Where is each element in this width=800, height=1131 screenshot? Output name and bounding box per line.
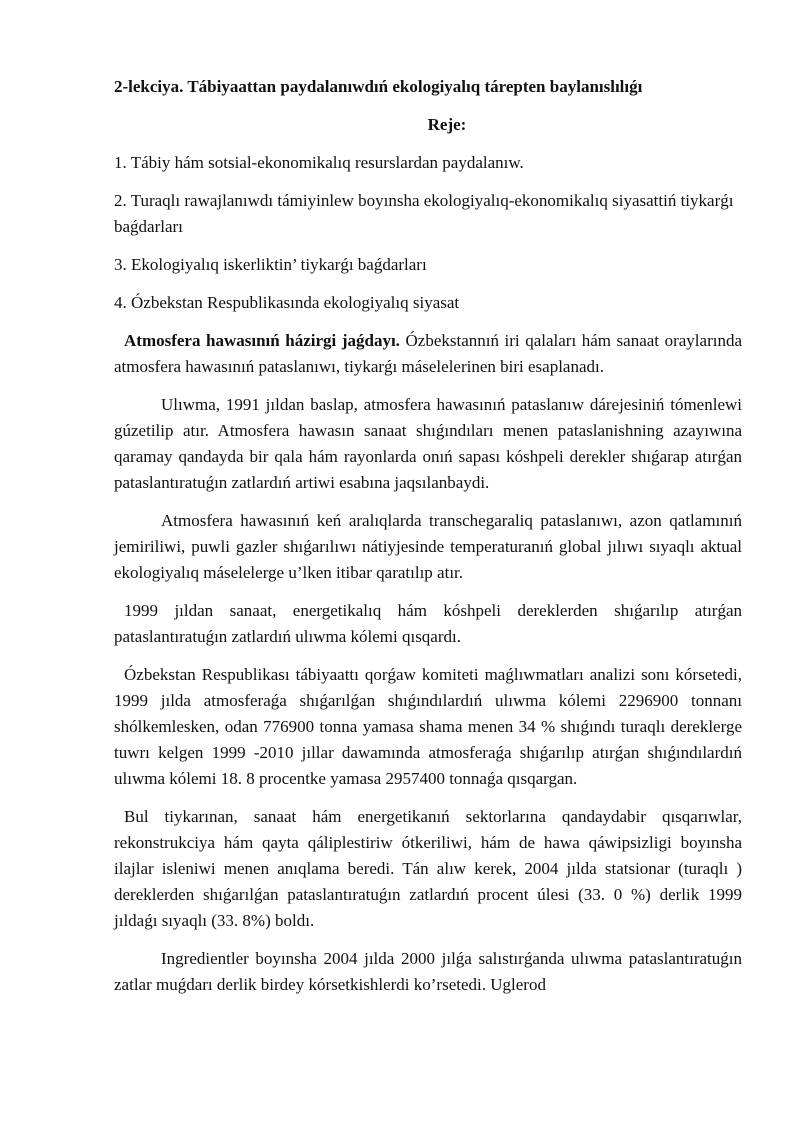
paragraph-2: Ulıwma, 1991 jıldan baslap, atmosfera hawasınıń pataslanıw dárejesiniń tómenlewi gúzetilip atır. Atmosfera hawasın sanaat shıǵındıları menen pataslanishning azayıwına qaramay qandayda bir qala hám rayonlarda onıń sapası kóshpeli derekler shıǵarap atırǵan pataslantıratuǵın zatlardıń artiwi esabına jaqsılanbaydi. (114, 395, 742, 492)
plan-item-2: 2. Turaqlı rawajlanıwdı támiyinlew boyınsha ekologiyalıq-ekonomikalıq siyasattiń tiykarǵı baǵdarları (114, 191, 734, 236)
plan-item-3: 3. Ekologiyalıq iskerliktin’ tiykarǵı baǵdarları (114, 255, 427, 274)
paragraph-5: Ózbekstan Respublikası tábiyaattı qorǵaw komiteti maǵlıwmatları analizi sonı kórsetedi, 1999 jılda atmosferaǵa shıǵarılǵan shıǵındılardıń ulıwma kólemi 2296900 tonnanı shólkemlesken, odan 776900 tonna yamasa shama menen 34 % shıǵındı turaqlı dereklerge tuwrı kelgen 1999 -2010 jıllar dawamında atmosferaǵa shıǵarılıp atırǵan shıǵındılardıń ulıwma kólemi 18. 8 procentke yamasa 2957400 tonnaǵa qısqargan. (114, 665, 742, 788)
plan-item-4: 4. Ózbekstan Respublikasında ekologiyalıq siyasat (114, 293, 460, 312)
plan-item-1: 1. Tábiy hám sotsial-ekonomikalıq resurslardan paydalanıw. (114, 153, 524, 172)
lecture-title: 2-lekciya. Tábiyaattan paydalanıwdıń ekologiyalıq tárepten baylanıslılıǵı (114, 77, 643, 96)
paragraph-7: Ingredientler boyınsha 2004 jılda 2000 jılǵa salıstırǵanda ulıwma pataslantıratuǵın zatlar muǵdarı derlik birdey kórsetkishlerdi ko’rsetedi. Uglerod (114, 949, 742, 994)
document-body (114, 74, 742, 1010)
section-heading: Atmosfera hawasınıń házirgi jaǵdayı. (124, 331, 400, 350)
paragraph-3: Atmosfera hawasınıń keń aralıqlarda transchegaraliq pataslanıwı, azon qatlamınıń jemiriliwi, puwli gazler shıǵarılıwı nátiyjesinde temperaturanıń global jılıwı sıyaqlı aktual ekologiyalıq máselelerge u’lken itibar qaratılıp atır. (114, 511, 742, 582)
plan-heading: Reje: (427, 115, 467, 134)
paragraph-1-text: Ózbekstannıń iri qalaları hám sanaat oraylarında atmosfera hawasınıń pataslanıwı, tiykarǵı máselelerinen biri esaplanadı. (114, 331, 742, 376)
paragraph-4: 1999 jıldan sanaat, energetikalıq hám kóshpeli dereklerden shıǵarılıp atırǵan pataslantıratuǵın zatlardıń ulıwma kólemi qısqardı. (114, 601, 742, 646)
paragraph-6: Bul tiykarınan, sanaat hám energetikanıń sektorlarına qandaydabir qısqarıwlar, rekonstrukciya hám qayta qáliplestiriw ótkeriliwi, hám de hawa qáwipsizligi boyınsha ilajlar isleniwi menen anıqlama beredi. Tán alıw kerek, 2004 jılda statsionar (turaqlı ) dereklerden shıǵarılǵan pataslantıratuǵın zatlardıń procent úlesi (33. 0 %) derlik 1999 jıldaǵı sıyaqlı (33. 8%) boldı. (114, 807, 742, 930)
paragraph-1 (114, 328, 742, 380)
